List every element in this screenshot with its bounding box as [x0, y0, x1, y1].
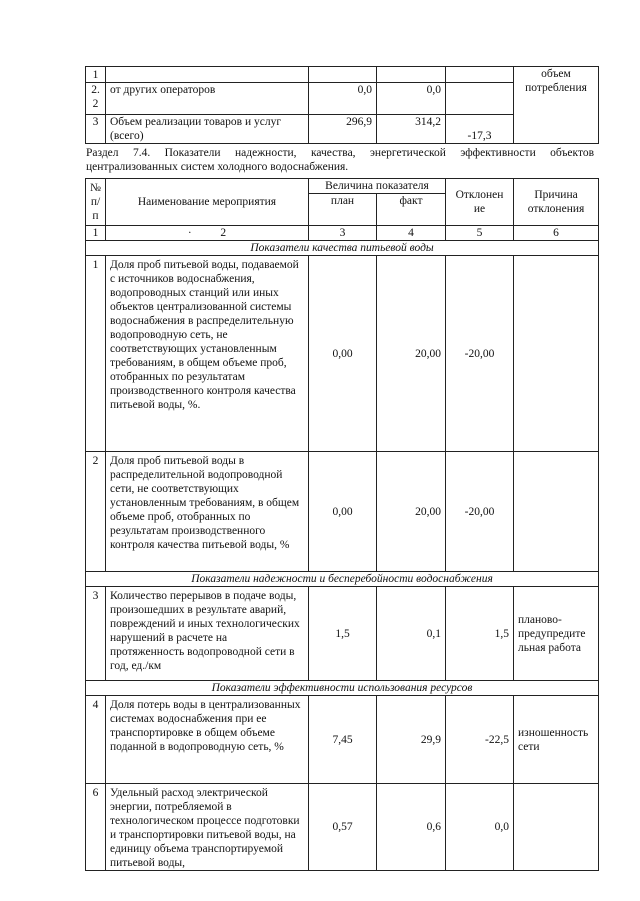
- fact-value: 0,1: [377, 587, 446, 681]
- deviation-value: -20,00: [446, 256, 514, 452]
- fact-value: 20,00: [377, 256, 446, 452]
- section-row: [86, 681, 599, 696]
- row-number: 1: [86, 67, 106, 83]
- column-numbers-row: [86, 226, 599, 241]
- reason-value: планово-предупредите льная работа: [514, 587, 599, 681]
- plan-value: 296,9: [309, 115, 377, 144]
- reason-value: [514, 452, 599, 572]
- table-row: [86, 67, 599, 83]
- row-number: 6: [86, 784, 106, 871]
- deviation-value: -20,00: [446, 452, 514, 572]
- row-name: от других операторов: [106, 83, 309, 115]
- row-name: Объем реализации товаров и услуг (всего): [106, 115, 309, 144]
- fact-value: 0,0: [377, 83, 446, 115]
- top-table: [85, 66, 599, 144]
- reason-cell: объем потребления: [514, 67, 599, 144]
- main-table: [85, 178, 599, 871]
- row-number: 4: [86, 696, 106, 784]
- table-row: [86, 256, 599, 452]
- reason-value: [514, 784, 599, 871]
- row-number: 2. 2: [86, 83, 106, 115]
- row-name: Доля проб питьевой воды в распределительной водопроводной сети, не соответствующих установленным требованиям, в общем объеме проб, отобранных по результатам производственного контроля качества питьевой воды, %: [106, 452, 309, 572]
- row-number: 2: [86, 452, 106, 572]
- plan-value: 0,0: [309, 83, 377, 115]
- col-number: 1: [86, 226, 106, 241]
- section-caption: Раздел 7.4. Показатели надежности, качества, энергетической эффективности объектов централизованных систем холодного водоснабжения.: [86, 147, 594, 173]
- plan-value: 0,00: [309, 452, 377, 572]
- header-fact: факт: [377, 194, 446, 226]
- row-name: Доля проб питьевой воды, подаваемой с источников водоснабжения, водопроводных станций или иных объектов централизованной системы водоснабжения в распределительную водопроводную сеть, не соответствующих установленным требованиям, в общем объеме проб, отобранных по результатам производственного контроля качества питьевой воды, %.: [106, 256, 309, 452]
- table-row: [86, 784, 599, 871]
- header-row: [86, 179, 599, 194]
- deviation-value: 0,0: [446, 784, 514, 871]
- fact-value: 314,2: [377, 115, 446, 144]
- plan-value: 1,5: [309, 587, 377, 681]
- fact-value: 0,6: [377, 784, 446, 871]
- section-row: [86, 241, 599, 256]
- plan-value: 0,57: [309, 784, 377, 871]
- col-number: 6: [514, 226, 599, 241]
- header-value-group: Величина показателя: [309, 179, 446, 194]
- row-name: Удельный расход электрической энергии, потребляемой в технологическом процессе подготовки и транспортировки питьевой воды, на единицу объема транспортируемой питьевой воды,: [106, 784, 309, 871]
- table-row: [86, 696, 599, 784]
- row-number: 3: [86, 115, 106, 144]
- fact-value: 20,00: [377, 452, 446, 572]
- section-title-efficiency: Показатели эффективности использования ресурсов: [86, 681, 599, 696]
- section-title-quality: Показатели качества питьевой воды: [86, 241, 599, 256]
- header-num: № п/ п: [86, 179, 106, 226]
- table-row: [86, 452, 599, 572]
- deviation-value: -22,5: [446, 696, 514, 784]
- section-row: [86, 572, 599, 587]
- header-name: Наименование мероприятия: [106, 179, 309, 226]
- header-reason: Причина отклонения: [514, 179, 599, 226]
- reason-value: [514, 256, 599, 452]
- row-number: 1: [86, 256, 106, 452]
- row-name: [106, 67, 309, 83]
- header-plan: план: [309, 194, 377, 226]
- deviation-value: -17,3: [446, 115, 514, 144]
- row-name: Количество перерывов в подаче воды, произошедших в результате аварий, повреждений и иных технологических нарушений в расчете на протяженность водопроводной сети в год, ед./км: [106, 587, 309, 681]
- table-row: [86, 587, 599, 681]
- header-deviation: Отклонен ие: [446, 179, 514, 226]
- plan-value: 0,00: [309, 256, 377, 452]
- col-number: 5: [446, 226, 514, 241]
- reason-value: изношенность сети: [514, 696, 599, 784]
- col-number: · 2: [106, 226, 309, 241]
- row-number: 3: [86, 587, 106, 681]
- col-number: 4: [377, 226, 446, 241]
- row-name: Доля потерь воды в централизованных системах водоснабжения при ее транспортировке в общем объеме поданной в водопроводную сеть, %: [106, 696, 309, 784]
- section-title-reliability: Показатели надежности и бесперебойности водоснабжения: [86, 572, 599, 587]
- deviation-value: 1,5: [446, 587, 514, 681]
- plan-value: 7,45: [309, 696, 377, 784]
- fact-value: 29,9: [377, 696, 446, 784]
- col-number: 3: [309, 226, 377, 241]
